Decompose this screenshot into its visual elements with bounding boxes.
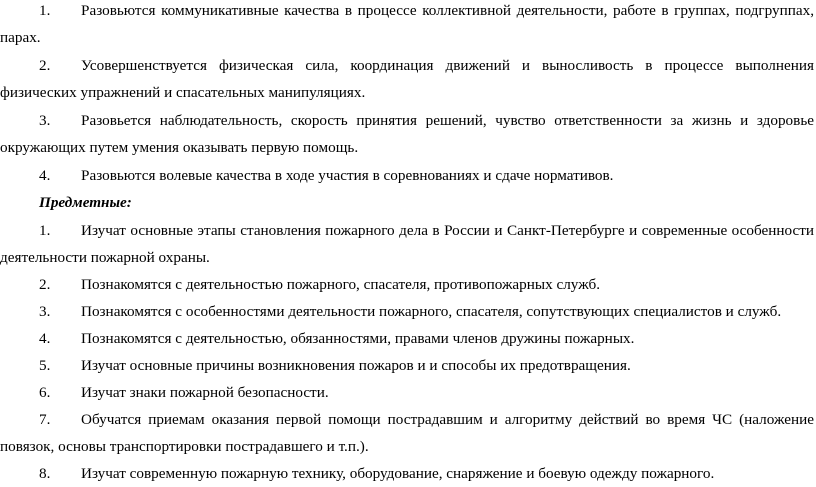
list-item-text-continued: окружающих путем умения оказывать первую помощь. bbox=[0, 139, 359, 156]
list-item-text-continued: физических упражнений и спасательных манипуляциях. bbox=[0, 84, 366, 101]
list-item bbox=[0, 325, 814, 352]
list-item-number: 7. bbox=[39, 411, 51, 428]
list-item bbox=[0, 162, 814, 189]
list-item-text: Разовьются волевые качества в ходе участия в соревнованиях и сдаче нормативов. bbox=[81, 167, 614, 184]
section-heading: Предметные: bbox=[39, 194, 132, 211]
list-item-text: Познакомятся с деятельностью, обязанностями, правами членов дружины пожарных. bbox=[81, 330, 635, 347]
list-item-text: Усовершенствуется физическая сила, координация движений и выносливость в процессе выполнения bbox=[81, 57, 814, 74]
list-item-text: Обучатся приемам оказания первой помощи пострадавшим и алгоритму действий во время ЧС (наложение bbox=[81, 411, 814, 428]
list-item-number: 4. bbox=[39, 167, 51, 184]
list-item bbox=[0, 52, 814, 106]
list-item-text: Познакомятся с деятельностью пожарного, спасателя, противопожарных служб. bbox=[81, 276, 601, 293]
list-item-text-continued: деятельности пожарной охраны. bbox=[0, 249, 210, 266]
list-item-number: 2. bbox=[39, 57, 51, 74]
list-item-text-continued: повязок, основы транспортировки пострадавшего и т.п.). bbox=[0, 438, 369, 455]
list-item-text: Изучат основные причины возникновения пожаров и и способы их предотвращения. bbox=[81, 357, 631, 374]
list-item bbox=[0, 298, 814, 325]
list-item-number: 3. bbox=[39, 112, 51, 129]
list-item-number: 3. bbox=[39, 303, 51, 320]
list-item-text: Изучат знаки пожарной безопасности. bbox=[81, 384, 329, 401]
list-item-text-continued: парах. bbox=[0, 29, 41, 46]
list-item bbox=[0, 107, 814, 161]
list-item-number: 1. bbox=[39, 2, 51, 19]
list-item-number: 1. bbox=[39, 222, 51, 239]
list-item-text: Разовьются коммуникативные качества в процессе коллективной деятельности, работе в группах, подгруппах, bbox=[81, 2, 814, 19]
list-item-number: 2. bbox=[39, 276, 51, 293]
list-item bbox=[0, 460, 814, 487]
list-item-text: Познакомятся с особенностями деятельности пожарного, спасателя, сопутствующих специалистов и служб. bbox=[81, 303, 782, 320]
list-item bbox=[0, 217, 814, 271]
list-item-number: 8. bbox=[39, 465, 51, 482]
list-item-number: 4. bbox=[39, 330, 51, 347]
list-item bbox=[0, 271, 814, 298]
list-item bbox=[0, 379, 814, 406]
list-item bbox=[0, 352, 814, 379]
list-item-number: 5. bbox=[39, 357, 51, 374]
list-item bbox=[0, 0, 814, 51]
list-item bbox=[0, 406, 814, 460]
list-item-text: Разовьется наблюдательность, скорость принятия решений, чувство ответственности за жизнь и здоровье bbox=[81, 112, 814, 129]
list-item-number: 6. bbox=[39, 384, 51, 401]
list-item-text: Изучат основные этапы становления пожарного дела в России и Санкт-Петербурге и современные особенности bbox=[81, 222, 814, 239]
list-item-text: Изучат современную пожарную технику, оборудование, снаряжение и боевую одежду пожарного. bbox=[81, 465, 715, 482]
